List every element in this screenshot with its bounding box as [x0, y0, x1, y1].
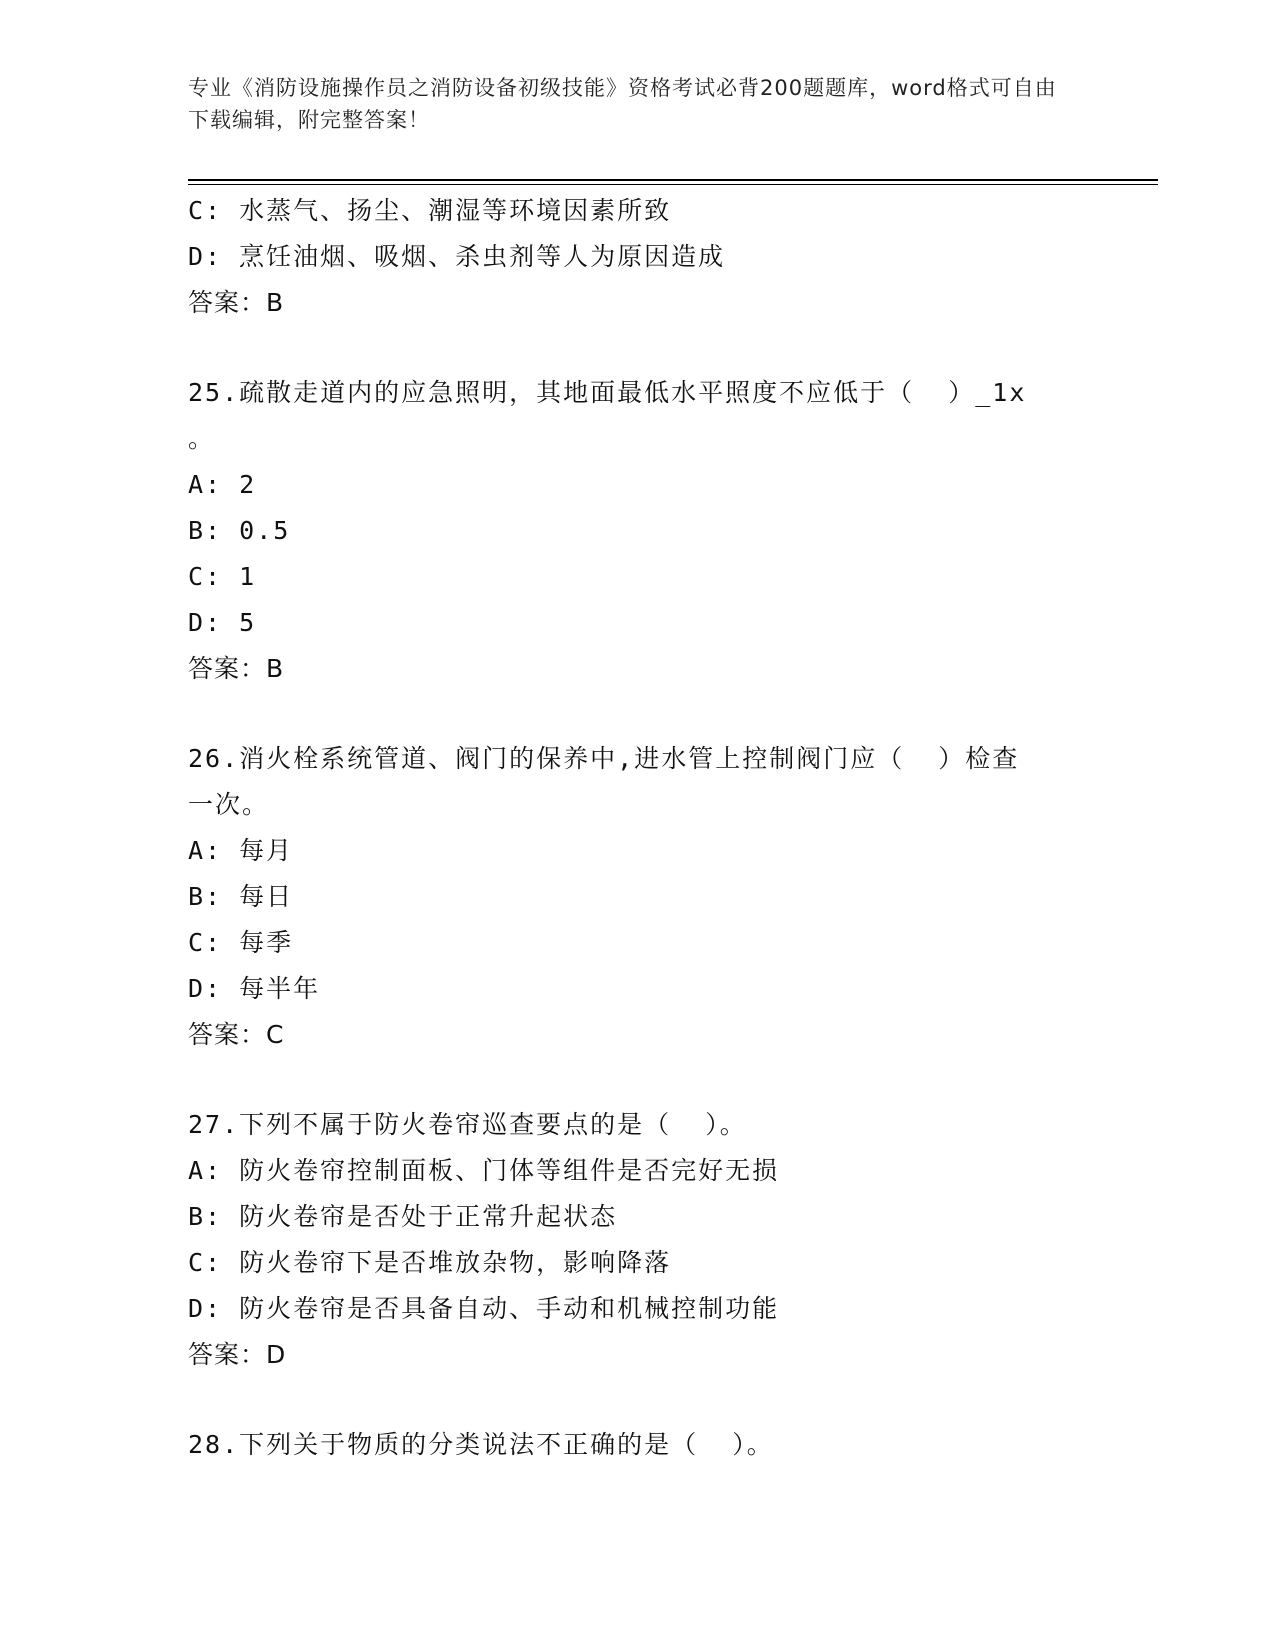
spacer: [188, 692, 1068, 736]
question-28: [188, 1422, 1068, 1468]
question-stem-continued: 一次。: [188, 790, 270, 819]
header-rule-thin: [188, 184, 1158, 185]
option-c: C: 1: [188, 562, 257, 591]
spacer: [188, 326, 1068, 370]
header-rule-thick: [188, 179, 1158, 181]
option-b: B: 每日: [188, 882, 294, 911]
option-c: C: 防火卷帘下是否堆放杂物，影响降落: [188, 1248, 672, 1277]
question-stem: 28.下列关于物质的分类说法不正确的是（ ）。: [188, 1430, 774, 1459]
header-title: 专业《消防设施操作员之消防设备初级技能》资格考试必背200题题库，word格式可自由下载编辑，附完整答案！: [188, 76, 1057, 132]
question-content: [188, 188, 1068, 1468]
answer-line: 答案：C: [188, 1020, 285, 1049]
question-24-tail: [188, 188, 1068, 326]
question-stem: 25.疏散走道内的应急照明，其地面最低水平照度不应低于（ ）_1x: [188, 378, 1027, 407]
question-27: [188, 1102, 1068, 1378]
option-b: B: 0.5: [188, 516, 291, 545]
spacer: [188, 1058, 1068, 1102]
spacer: [188, 1378, 1068, 1422]
option-d: D: 每半年: [188, 974, 321, 1003]
option-d: D: 防火卷帘是否具备自动、手动和机械控制功能: [188, 1294, 780, 1323]
answer-line: 答案：B: [188, 288, 285, 317]
question-stem: 27.下列不属于防火卷帘巡查要点的是（ ）。: [188, 1110, 747, 1139]
question-25: [188, 370, 1068, 692]
document-header: [188, 72, 1068, 136]
option-c: C: 每季: [188, 928, 294, 957]
question-stem: 26.消火栓系统管道、阀门的保养中,进水管上控制阀门应（ ）检查: [188, 744, 1020, 773]
answer-line: 答案：B: [188, 654, 285, 683]
answer-line: 答案：D: [188, 1340, 287, 1369]
option-a: A: 防火卷帘控制面板、门体等组件是否完好无损: [188, 1156, 780, 1185]
option-d: D: 烹饪油烟、吸烟、杀虫剂等人为原因造成: [188, 242, 726, 271]
question-26: [188, 736, 1068, 1058]
option-a: A: 2: [188, 470, 257, 499]
question-stem-continued: 。: [188, 424, 216, 453]
option-c: C: 水蒸气、扬尘、潮湿等环境因素所致: [188, 196, 672, 225]
option-a: A: 每月: [188, 836, 294, 865]
option-d: D: 5: [188, 608, 257, 637]
option-b: B: 防火卷帘是否处于正常升起状态: [188, 1202, 618, 1231]
